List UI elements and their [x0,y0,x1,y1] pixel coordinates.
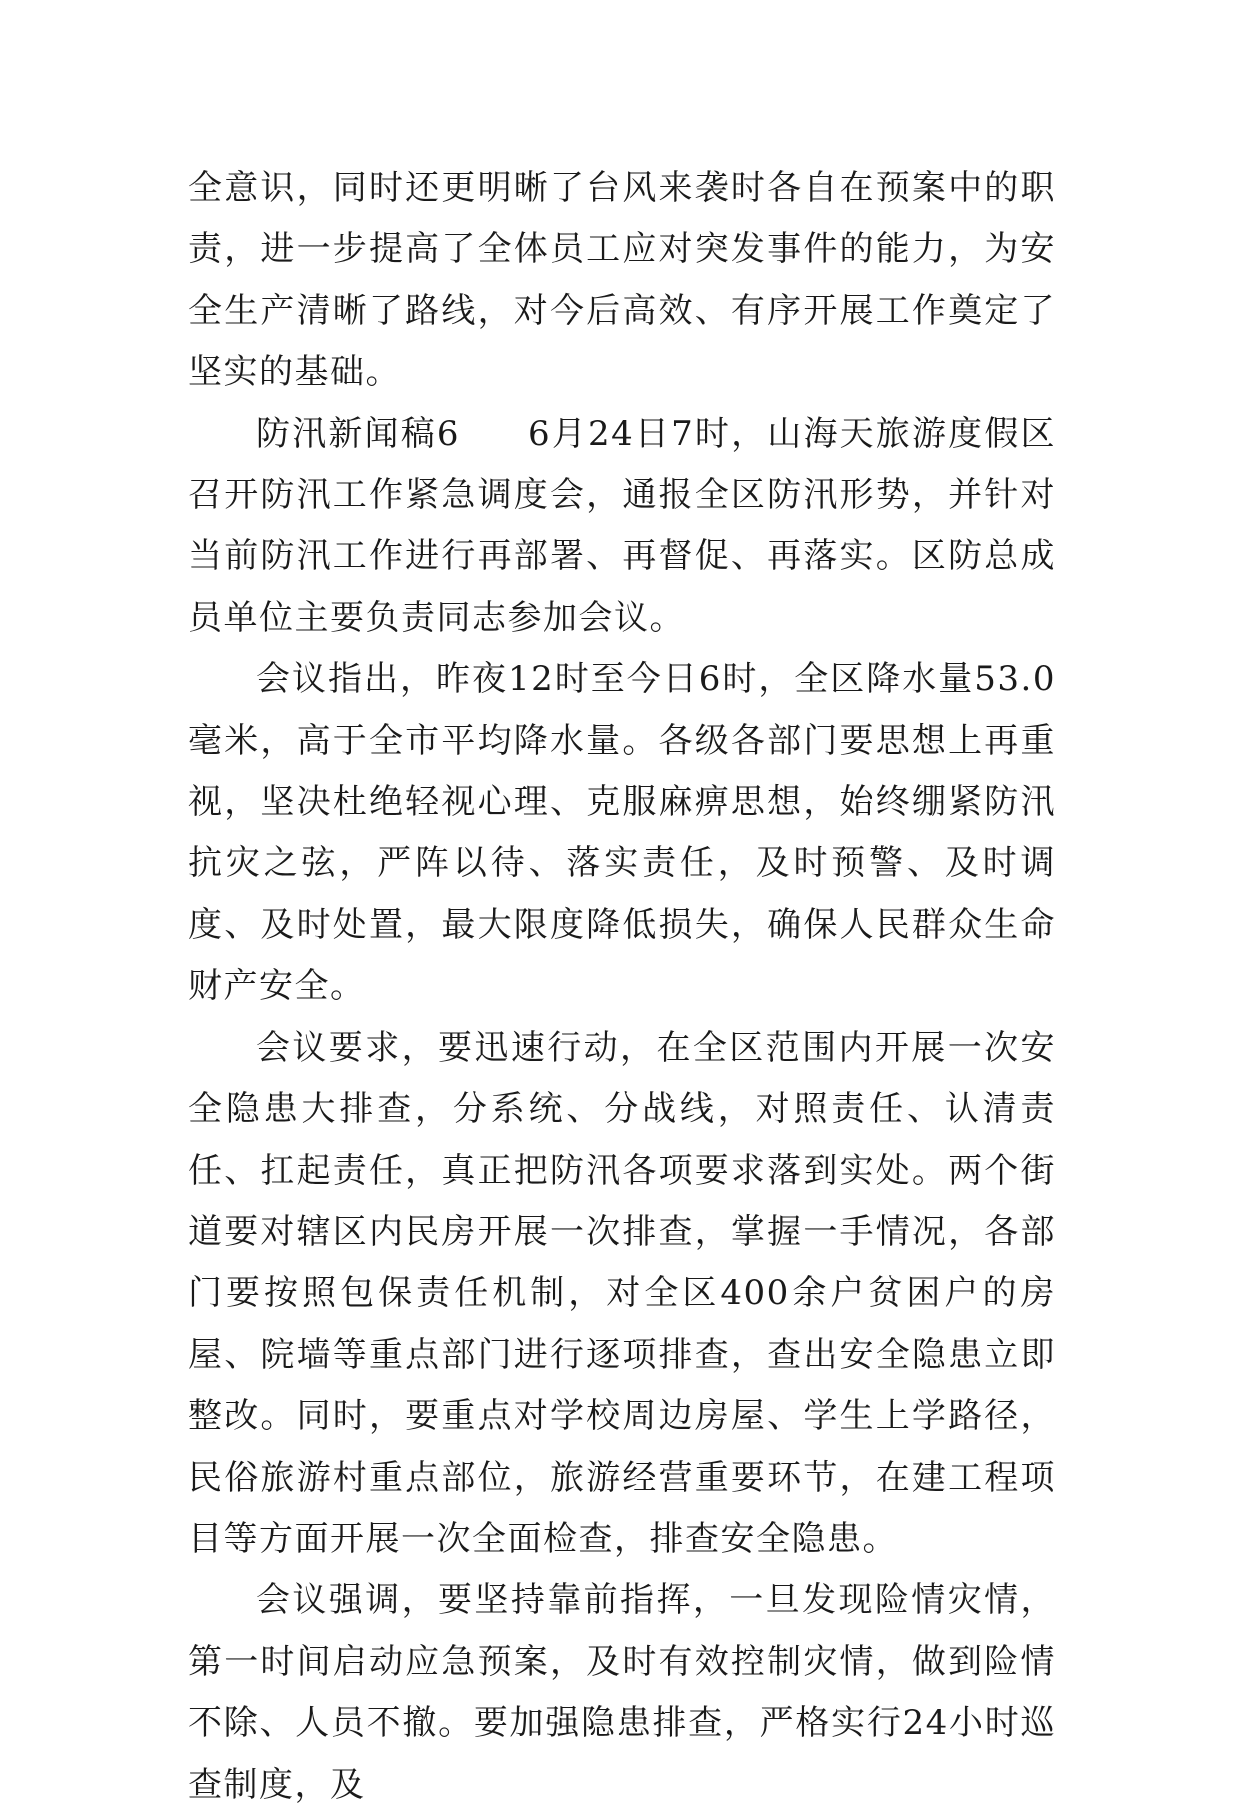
news-item-lead: 6月24日7时，山海天旅游度假区召开防汛工作紧急调度会，通报全区防汛形势，并针对当前防汛工作进行再部署、再督促、再落实。区防总成员单位主要负责同志参加会议。 [188,413,1056,638]
paragraph-meeting-required: 会议要求，要迅速行动，在全区范围内开展一次安全隐患大排查，分系统、分战线，对照责任、认清责任、扛起责任，真正把防汛各项要求落到实处。两个街道要对辖区内民房开展一次排查，掌握一手情况，各部门要按照包保责任机制，对全区400余户贫困户的房屋、院墙等重点部门进行逐项排查，查出安全隐患立即整改。同时，要重点对学校周边房屋、学生上学路径，民俗旅游村重点部位，旅游经营重要环节，在建工程项目等方面开展一次全面检查，排查安全隐患。 [188,1027,1056,1559]
paragraph-meeting-noted: 会议指出，昨夜12时至今日6时，全区降水量53.0毫米，高于全市平均降水量。各级各部门要思想上再重视，坚决杜绝轻视心理、克服麻痹思想，始终绷紧防汛抗灾之弦，严阵以待、落实责任，及时预警、及时调度、及时处置，最大限度降低损失，确保人民群众生命财产安全。 [188,659,1056,1007]
paragraph-continuation: 全意识，同时还更明晰了台风来袭时各自在预案中的职责，进一步提高了全体员工应对突发事件的能力，为安全生产清晰了路线，对今后高效、有序开展工作奠定了坚实的基础。 [188,168,1056,393]
news-item-title: 防汛新闻稿6 [256,413,461,454]
paragraph-meeting-emphasized: 会议强调，要坚持靠前指挥，一旦发现险情灾情，第一时间启动应急预案，及时有效控制灾情，做到险情不除、人员不撤。要加强隐患排查，严格实行24小时巡查制度，及 [188,1580,1056,1805]
document-body [188,158,1056,1816]
paragraph-news-item-6 [188,404,1056,650]
